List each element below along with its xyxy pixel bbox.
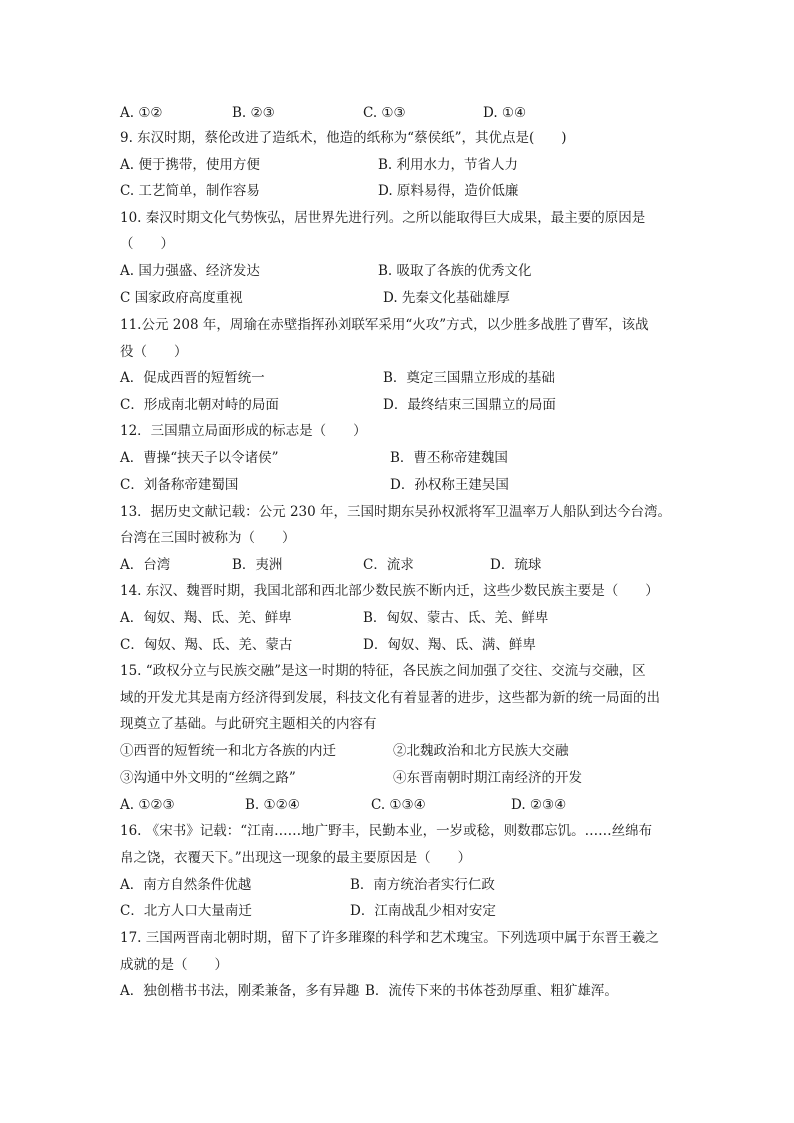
q15-stem-line1: 15. “政权分立与民族交融”是这一时期的特征，各民族之间加强了交往、交流与交融，区 — [120, 663, 646, 679]
q15-option-a: A. ①②③ — [120, 797, 175, 813]
q14-option-b: B．匈奴、蒙古、氐、羌、鲜卑 — [363, 610, 549, 626]
q8-option-b: B. ②③ — [232, 105, 275, 121]
q11-option-a: A．促成西晋的短暂统一 — [120, 370, 265, 386]
q13-option-d: D．琉球 — [490, 557, 542, 573]
q9-option-b: B. 利用水力，节省人力 — [378, 157, 519, 173]
q17-option-a: A．独创楷书书法，刚柔兼备，多有异趣 — [120, 983, 360, 999]
q9-stem: 9. 东汉时期，蔡伦改进了造纸术，他造的纸称为“蔡侯纸”，其优点是( ) — [120, 130, 567, 146]
q15-item-2: ②北魏政治和北方民族大交融 — [393, 743, 569, 759]
q12-option-c: C．刘备称帝建蜀国 — [120, 477, 239, 493]
q9-option-d: D. 原料易得，造价低廉 — [378, 183, 519, 199]
q15-item-4: ④东晋南朝时期江南经济的开发 — [393, 770, 582, 786]
q11-option-b: B．奠定三国鼎立形成的基础 — [383, 370, 555, 386]
q15-item-1: ①西晋的短暂统一和北方各族的内迁 — [120, 743, 336, 759]
q17-stem-line2: 成就的是（ ） — [120, 957, 228, 973]
q16-option-d: D．江南战乱少相对安定 — [350, 903, 496, 919]
q15-option-d: D. ②③④ — [511, 797, 567, 813]
q15-stem-line3: 现奠立了基础。与此研究主题相关的内容有 — [120, 716, 377, 732]
q15-option-b: B. ①②④ — [245, 797, 300, 813]
q11-option-d: D．最终结束三国鼎立的局面 — [383, 397, 556, 413]
q13-stem-line1: 13．据历史文献记载：公元 230 年，三国时期东吴孙权派将军卫温率万人船队到达今台湾。 — [120, 504, 672, 520]
q12-option-a: A．曹操“挟天子以令诸侯” — [120, 450, 279, 466]
q16-option-c: C．北方人口大量南迁 — [120, 903, 252, 919]
q11-option-c: C．形成南北朝对峙的局面 — [120, 397, 279, 413]
q13-option-a: A．台湾 — [120, 557, 171, 573]
q8-option-d: D. ①④ — [483, 105, 527, 121]
q14-option-c: C．匈奴、羯、氐、羌、蒙古 — [120, 637, 293, 653]
q13-stem-line2: 台湾在三国时被称为（ ） — [120, 530, 296, 546]
q12-option-b: B．曹丕称帝建魏国 — [390, 450, 508, 466]
q12-option-d: D．孙权称王建吴国 — [390, 477, 509, 493]
q13-option-b: B．夷洲 — [232, 557, 283, 573]
q14-option-a: A．匈奴、羯、氐、羌、鲜卑 — [120, 610, 292, 626]
q14-option-d: D．匈奴、羯、氐、满、鲜卑 — [363, 637, 536, 653]
q8-option-c: C. ①③ — [363, 105, 406, 121]
q10-stem-line2: （ ） — [120, 236, 174, 252]
q10-option-b: B. 吸取了各族的优秀文化 — [378, 263, 532, 279]
q10-option-a: A. 国力强盛、经济发达 — [120, 263, 260, 279]
q11-stem-line2: 役（ ） — [120, 344, 188, 360]
q15-stem-line2: 域的开发尤其是南方经济得到发展，科技文化有着显著的进步，这些都为新的统一局面的出 — [120, 690, 660, 706]
q10-option-d: D. 先秦文化基础雄厚 — [383, 290, 510, 306]
q16-stem-line1: 16. 《宋书》记载：“江南……地广野丰，民勤本业，一岁或稔，则数郡忘饥。……丝绵布 — [120, 823, 653, 839]
q17-option-b: B．流传下来的书体苍劲厚重、粗犷雄浑。 — [365, 983, 618, 999]
q15-option-c: C. ①③④ — [371, 797, 426, 813]
q10-option-c: C 国家政府高度重视 — [120, 290, 243, 306]
q9-option-c: C. 工艺简单，制作容易 — [120, 183, 260, 199]
q11-stem-line1: 11.公元 208 年，周瑜在赤壁指挥孙刘联军采用“火攻”方式，以少胜多战胜了曹军，该战 — [120, 317, 649, 333]
q15-item-3: ③沟通中外文明的“丝绸之路” — [120, 770, 296, 786]
q10-stem-line1: 10. 秦汉时期文化气势恢弘，居世界先进行列。之所以能取得巨大成果，最主要的原因是 — [120, 210, 646, 226]
q16-stem-line2: 帛之饶，衣覆天下。”出现这一现象的最主要原因是（ ） — [120, 850, 472, 866]
q14-stem: 14. 东汉、魏晋时期，我国北部和西北部少数民族不断内迁，这些少数民族主要是（ ） — [120, 583, 659, 599]
q16-option-b: B．南方统治者实行仁政 — [350, 877, 495, 893]
q8-option-a: A. ①② — [120, 105, 163, 121]
q13-option-c: C．流求 — [363, 557, 414, 573]
q9-option-a: A. 便于携带，使用方便 — [120, 157, 260, 173]
q12-stem: 12．三国鼎立局面形成的标志是（ ） — [120, 423, 367, 439]
q16-option-a: A．南方自然条件优越 — [120, 877, 252, 893]
q17-stem-line1: 17. 三国两晋南北朝时期，留下了许多璀璨的科学和艺术瑰宝。下列选项中属于东晋王羲之 — [120, 930, 659, 946]
